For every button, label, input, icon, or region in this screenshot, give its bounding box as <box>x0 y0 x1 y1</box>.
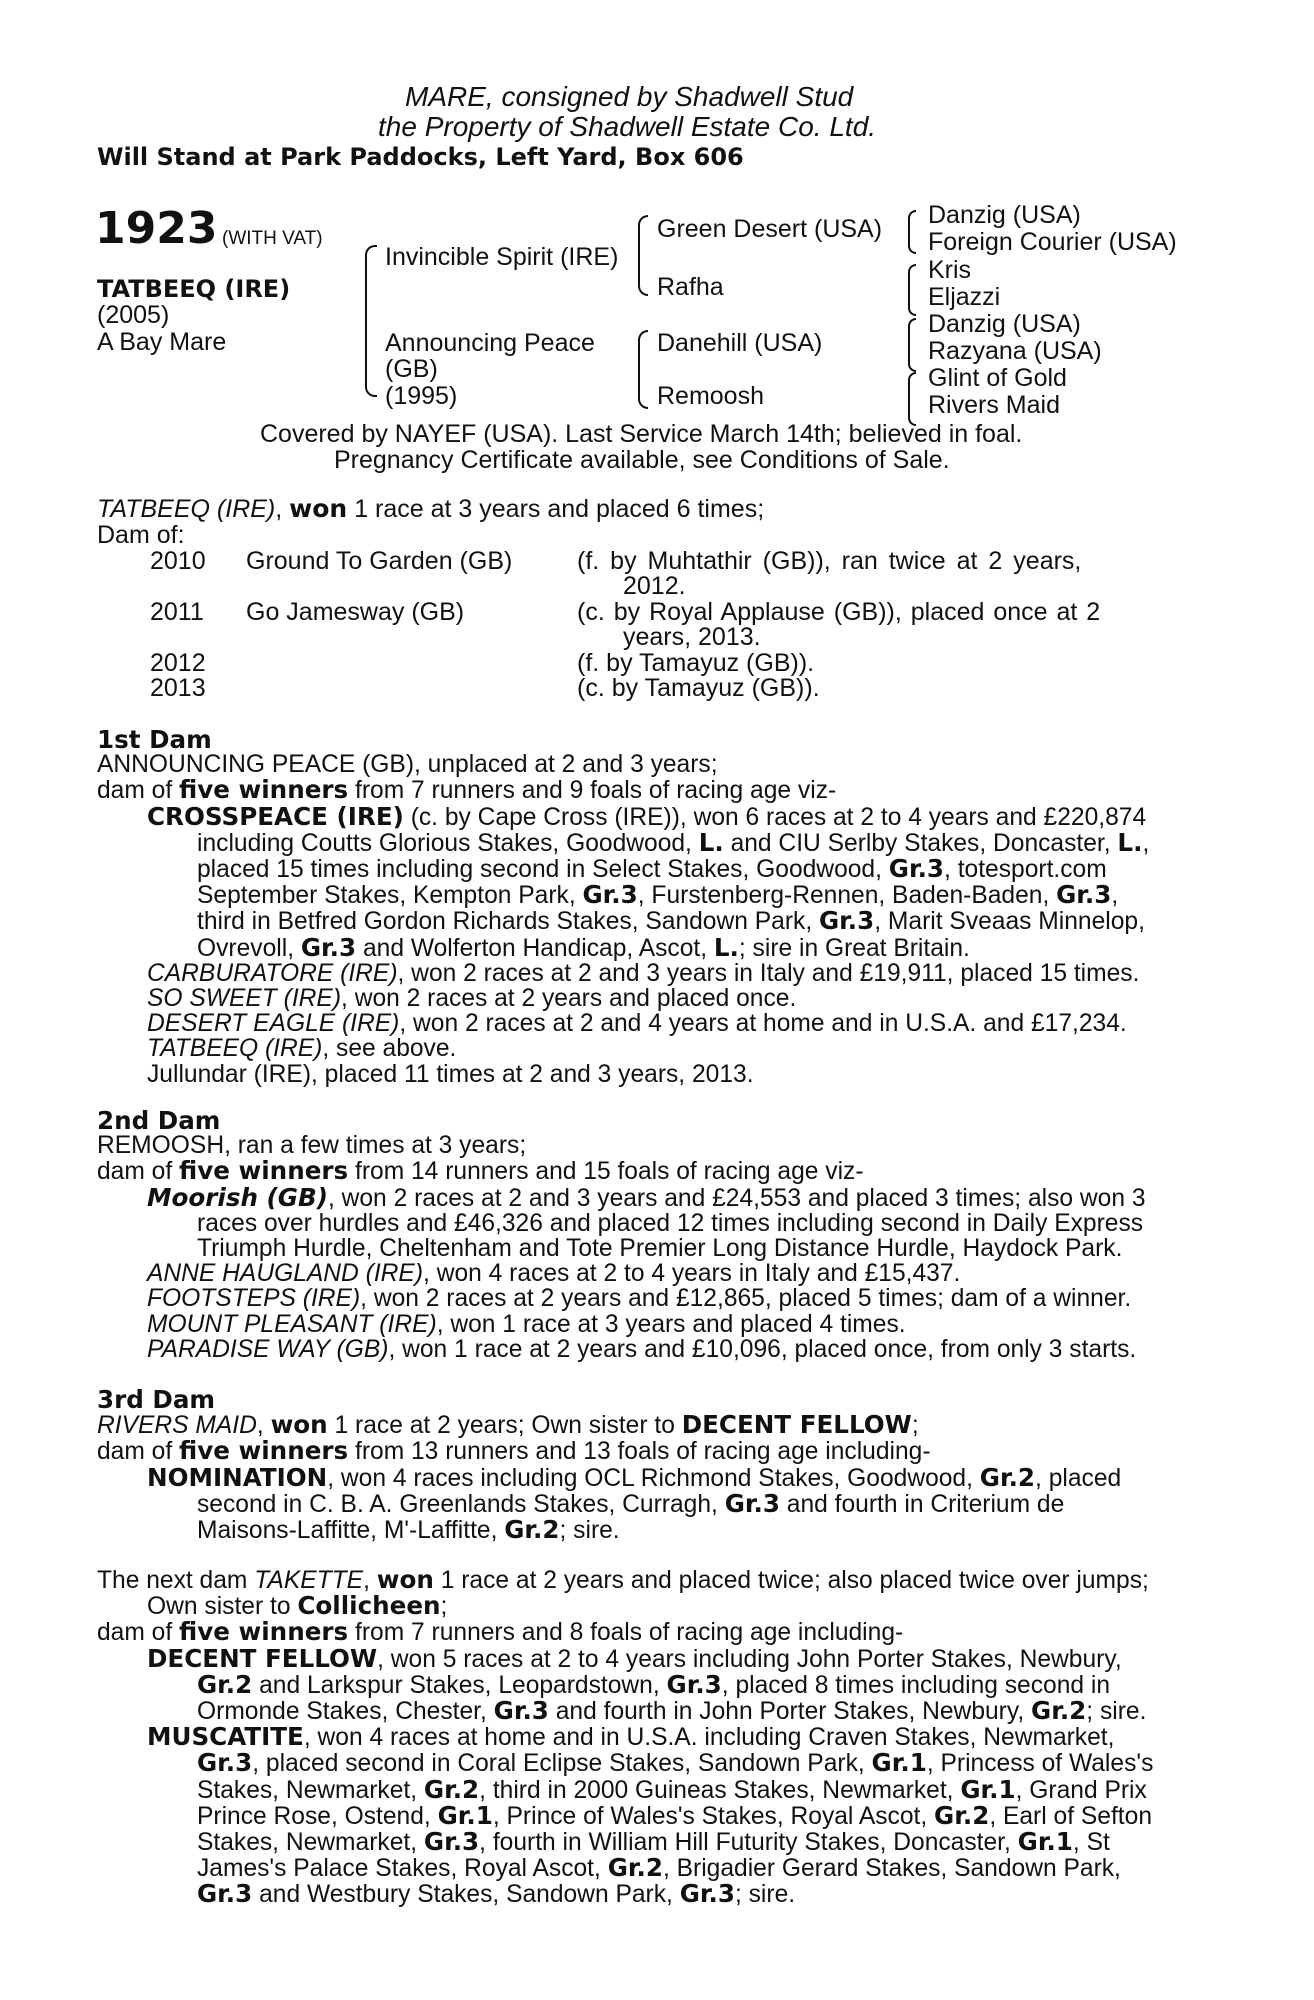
horse-name: TATBEEQ (IRE) <box>97 275 291 303</box>
pedigree-brace-main <box>365 245 377 397</box>
produce-note: (f. by Tamayuz (GB)). <box>577 649 815 677</box>
first-dam-line: ANNOUNCING PEACE (GB), unplaced at 2 and 3 years; <box>97 751 718 779</box>
pedigree-sire-dam: Rafha <box>657 273 724 301</box>
moorish-entry: Moorish (GB), won 2 races at 2 and 3 years and £24,553 and placed 3 times; also won 3 <box>147 1182 1146 1212</box>
crosspeace-line2: including Coutts Glorious Stakes, Goodwood, L. and CIU Serlby Stakes, Doncaster, L., <box>197 827 1150 857</box>
pedigree-brace-dam <box>638 330 648 409</box>
so-sweet-entry: SO SWEET (IRE), won 2 races at 2 years and placed once. <box>147 985 797 1013</box>
pedigree-sire-sire: Green Desert (USA) <box>657 215 883 243</box>
produce-year: 2010 <box>150 547 206 575</box>
crosspeace-line3: placed 15 times including second in Select Stakes, Goodwood, Gr.3, totesport.com <box>197 854 1107 884</box>
muscatite-line5: Stakes, Newmarket, Gr.3, fourth in William Hill Futurity Stakes, Doncaster, Gr.1, St <box>197 1827 1110 1857</box>
muscatite-entry: MUSCATITE, won 4 races at home and in U.S.A. including Craven Stakes, Newmarket, <box>147 1722 1115 1752</box>
pedigree-dam-line2: (GB) <box>385 355 438 383</box>
decent-fellow-line3: Ormonde Stakes, Chester, Gr.3 and fourth in John Porter Stakes, Newbury, Gr.2; sire. <box>197 1696 1147 1726</box>
moorish-line3: Triumph Hurdle, Cheltenham and Tote Premier Long Distance Hurdle, Haydock Park. <box>197 1235 1123 1263</box>
muscatite-line7: Gr.3 and Westbury Stakes, Sandown Park, Gr.3; sire. <box>197 1879 796 1909</box>
tatbeeq-entry: TATBEEQ (IRE), see above. <box>147 1035 457 1063</box>
pedigree-brace-ds <box>908 318 916 372</box>
decent-fellow-entry: DECENT FELLOW, won 5 races at 2 to 4 years including John Porter Stakes, Newbury, <box>147 1643 1122 1673</box>
first-dam-section <box>97 727 1207 1087</box>
lot-number: 1923 <box>95 203 218 254</box>
second-dam-produce-summary: dam of five winners from 14 runners and 15 foals of racing age viz- <box>97 1156 864 1186</box>
pedigree-g3-7: Glint of Gold <box>928 364 1067 392</box>
muscatite-line2: Gr.3, placed second in Coral Eclipse Stakes, Sandown Park, Gr.1, Princess of Wales's <box>197 1748 1154 1778</box>
record-name: TATBEEQ (IRE) <box>97 495 276 523</box>
produce-name: Go Jamesway (GB) <box>246 598 465 626</box>
produce-note: (c. by Tamayuz (GB)). <box>577 674 820 702</box>
muscatite-line4: Prince Rose, Ostend, Gr.1, Prince of Wales's Stakes, Royal Ascot, Gr.2, Earl of Sefton <box>197 1800 1152 1830</box>
third-dam-section <box>97 1387 1207 1543</box>
dam-of-label: Dam of: <box>97 521 185 549</box>
header-location: Will Stand at Park Paddocks, Left Yard, Box 606 <box>97 143 744 171</box>
pedigree-g3-3: Kris <box>928 256 972 284</box>
next-dam-produce-summary: dam of five winners from 7 runners and 8 foals of racing age including- <box>97 1617 904 1647</box>
horse-desc: A Bay Mare <box>97 328 227 356</box>
pedigree-dam-line3: (1995) <box>385 382 458 410</box>
second-dam-line: REMOOSH, ran a few times at 3 years; <box>97 1132 527 1160</box>
produce-note-cont: 2012. <box>623 572 686 600</box>
third-dam-heading: 3rd Dam <box>97 1385 216 1414</box>
crosspeace-entry: CROSSPEACE (IRE) (c. by Cape Cross (IRE)), won 6 races at 2 to 4 years and £220,874 <box>147 801 1147 831</box>
next-dam-sister-line: Own sister to Collicheen; <box>147 1591 448 1621</box>
produce-note-cont: years, 2013. <box>623 623 761 651</box>
next-dam-section <box>97 1567 1207 1908</box>
decent-fellow-line2: Gr.2 and Larkspur Stakes, Leopardstown, Gr.3, placed 8 times including second in <box>197 1669 1111 1699</box>
footsteps-entry: FOOTSTEPS (IRE), won 2 races at 2 years and £12,865, placed 5 times; dam of a winner. <box>147 1285 1132 1313</box>
pedigree-brace-sd <box>908 264 916 316</box>
pregnancy-line: Pregnancy Certificate available, see Conditions of Sale. <box>334 446 950 474</box>
produce-year: 2011 <box>150 598 204 626</box>
covered-line: Covered by NAYEF (USA). Last Service March 14th; believed in foal. <box>260 420 1023 448</box>
first-dam-heading: 1st Dam <box>97 725 212 754</box>
paradise-way-entry: PARADISE WAY (GB), won 1 race at 2 years and £10,096, placed once, from only 3 starts. <box>147 1335 1137 1363</box>
third-dam-line: RIVERS MAID, won 1 race at 2 years; Own sister to DECENT FELLOW; <box>97 1410 919 1440</box>
pedigree-brace-ss <box>908 210 916 254</box>
produce-year: 2012 <box>150 649 206 677</box>
pedigree-g3-2: Foreign Courier (USA) <box>928 228 1177 256</box>
first-dam-produce-summary: dam of five winners from 7 runners and 9 foals of racing age viz- <box>97 775 837 805</box>
desert-eagle-entry: DESERT EAGLE (IRE), won 2 races at 2 and 4 years at home and in U.S.A. and £17,234. <box>147 1010 1127 1038</box>
header-consignor: MARE, consigned by Shadwell Stud <box>405 81 854 112</box>
vat-label: (WITH VAT) <box>222 228 323 249</box>
anne-haugland-entry: ANNE HAUGLAND (IRE), won 4 races at 2 to 4 years in Italy and £15,437. <box>147 1260 961 1288</box>
produce-note: (f. by Muhtathir (GB)), ran twice at 2 years, <box>577 547 1082 575</box>
jullundar-entry: Jullundar (IRE), placed 11 times at 2 and 3 years, 2013. <box>147 1060 754 1088</box>
pedigree-sire: Invincible Spirit (IRE) <box>385 243 619 271</box>
second-dam-heading: 2nd Dam <box>97 1106 221 1135</box>
produce-note: (c. by Royal Applause (GB)), placed once at 2 <box>577 598 1101 626</box>
nomination-entry: NOMINATION, won 4 races including OCL Richmond Stakes, Goodwood, Gr.2, placed <box>147 1462 1122 1492</box>
next-dam-line: The next dam TAKETTE, won 1 race at 2 years and placed twice; also placed twice over jumps; <box>97 1565 1149 1594</box>
crosspeace-line4: September Stakes, Kempton Park, Gr.3, Furstenberg-Rennen, Baden-Baden, Gr.3, <box>197 880 1119 910</box>
pedigree-brace-dd <box>908 372 916 426</box>
horse-year: (2005) <box>97 301 170 329</box>
muscatite-line6: James's Palace Stakes, Royal Ascot, Gr.2, Brigadier Gerard Stakes, Sandown Park, <box>197 1853 1121 1883</box>
carburatore-entry: CARBURATORE (IRE), won 2 races at 2 and 3 years in Italy and £19,911, placed 15 times. <box>147 959 1140 987</box>
header-property: the Property of Shadwell Estate Co. Ltd. <box>378 111 877 142</box>
nomination-line3: Maisons-Laffitte, M'-Laffitte, Gr.2; sire. <box>197 1515 620 1545</box>
pedigree-dam-dam: Remoosh <box>657 382 764 410</box>
record-line: TATBEEQ (IRE), won 1 race at 3 years and placed 6 times; <box>97 494 765 523</box>
record-won: won <box>289 494 348 523</box>
pedigree-g3-4: Eljazzi <box>928 283 1001 311</box>
moorish-line2: races over hurdles and £46,326 and placed 12 times including second in Daily Express <box>197 1209 1144 1237</box>
pedigree-g3-8: Rivers Maid <box>928 391 1060 419</box>
record-rest: 1 race at 3 years and placed 6 times; <box>354 495 765 523</box>
pedigree-g3-1: Danzig (USA) <box>928 201 1081 229</box>
produce-name: Ground To Garden (GB) <box>246 547 513 575</box>
third-dam-produce-summary: dam of five winners from 13 runners and 13 foals of racing age including- <box>97 1436 931 1466</box>
pedigree-g3-5: Danzig (USA) <box>928 310 1081 338</box>
pedigree-dam-sire: Danehill (USA) <box>657 329 823 357</box>
muscatite-line3: Stakes, Newmarket, Gr.2, third in 2000 Guineas Stakes, Newmarket, Gr.1, Grand Prix <box>197 1774 1147 1804</box>
pedigree-g3-6: Razyana (USA) <box>928 337 1102 365</box>
second-dam-section <box>97 1108 1207 1362</box>
mount-pleasant-entry: MOUNT PLEASANT (IRE), won 1 race at 3 years and placed 4 times. <box>147 1310 906 1338</box>
produce-year: 2013 <box>150 674 206 702</box>
crosspeace-line6: Ovrevoll, Gr.3 and Wolferton Handicap, Ascot, L.; sire in Great Britain. <box>197 932 970 962</box>
pedigree-dam-line1: Announcing Peace <box>385 329 595 357</box>
nomination-line2: second in C. B. A. Greenlands Stakes, Curragh, Gr.3 and fourth in Criterium de <box>197 1488 1065 1518</box>
pedigree-brace-sire <box>638 215 648 296</box>
crosspeace-line5: third in Betfred Gordon Richards Stakes, Sandown Park, Gr.3, Marit Sveaas Minnelop, <box>197 906 1145 936</box>
